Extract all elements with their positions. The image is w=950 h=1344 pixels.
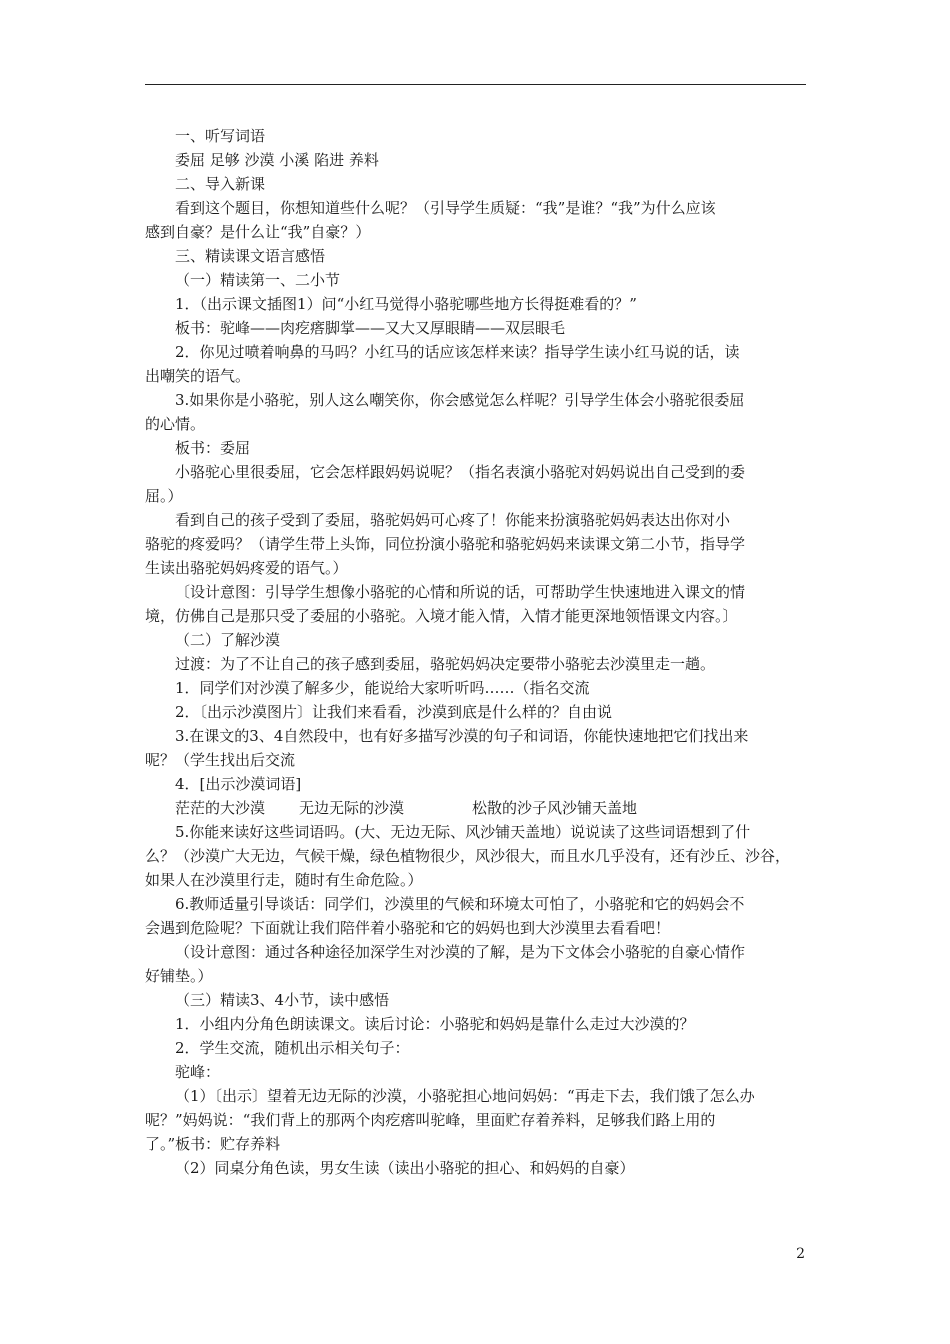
text-line: （二）了解沙漠 [175, 631, 281, 649]
text-line: 二、导入新课 [175, 175, 266, 193]
vocab-phrase: 松散的沙子风沙铺天盖地 [472, 799, 638, 817]
text-line: 委屈 足够 沙漠 小溪 陷进 养料 [175, 151, 379, 169]
text-line: 1．小组内分角色朗读课文。读后讨论：小骆驼和妈妈是靠什么走过大沙漠的？ [175, 1015, 695, 1033]
page-number: 2 [796, 1246, 805, 1262]
text-line: 6.教师适量引导谈话：同学们，沙漠里的气候和环境太可怕了，小骆驼和它的妈妈会不 [175, 895, 745, 913]
text-line: 过渡：为了不让自己的孩子感到委屈，骆驼妈妈决定要带小骆驼去沙漠里走一趟。 [175, 655, 716, 673]
text-line: 感到自豪？是什么让“我”自豪？） [145, 223, 371, 241]
text-line: 如果人在沙漠里行走，随时有生命危险。） [145, 871, 423, 889]
text-line: 驼峰： [175, 1063, 221, 1081]
text-line: 小骆驼心里很委屈，它会怎样跟妈妈说呢？（指名表演小骆驼对妈妈说出自己受到的委 [175, 463, 746, 481]
document-body [145, 124, 806, 1180]
text-line: 4．[出示沙漠词语] [175, 775, 302, 793]
text-line: 呢？”妈妈说：“我们背上的那两个肉疙瘩叫驼峰，里面贮存着养料，足够我们路上用的 [145, 1111, 716, 1129]
text-line: 1．（出示课文插图1）问“小红马觉得小骆驼哪些地方长得挺难看的？” [175, 295, 637, 313]
text-line: 呢？（学生找出后交流 [145, 751, 296, 769]
text-line: （2）同桌分角色读，男女生读（读出小骆驼的担心、和妈妈的自豪） [175, 1159, 635, 1177]
text-line: 生读出骆驼妈妈疼爱的语气。） [145, 559, 348, 577]
text-line: 3.如果你是小骆驼，别人这么嘲笑你，你会感觉怎么样呢？引导学生体会小骆驼很委屈 [175, 391, 745, 409]
text-line: 的心情。 [145, 415, 206, 433]
vocab-phrase: 无边无际的沙漠 [299, 799, 405, 817]
text-line: 屈。） [145, 487, 183, 505]
text-line: 2．你见过喷着响鼻的马吗？小红马的话应该怎样来读？指导学生读小红马说的话，读 [175, 343, 740, 361]
text-line: 一、听写词语 [175, 127, 266, 145]
text-line: 5.你能来读好这些词语吗。(大、无边无际、风沙铺天盖地）说说读了这些词语想到了什 [175, 823, 751, 841]
text-line: 1．同学们对沙漠了解多少，能说给大家听听吗……（指名交流 [175, 679, 590, 697]
header-rule [145, 84, 806, 85]
text-line: 看到这个题目，你想知道些什么呢？（引导学生质疑：“我”是谁？“我”为什么应该 [175, 199, 716, 217]
text-line: 2．〔出示沙漠图片〕让我们来看看，沙漠到底是什么样的？自由说 [175, 703, 613, 721]
text-line: （1）〔出示〕望着无边无际的沙漠，小骆驼担心地问妈妈：“再走下去，我们饿了怎么办 [175, 1087, 755, 1105]
text-line: （设计意图：通过各种途径加深学生对沙漠的了解，是为下文体会小骆驼的自豪心情作 [175, 943, 746, 961]
text-line: 2．学生交流，随机出示相关句子： [175, 1039, 410, 1057]
text-line: （一）精读第一、二小节 [175, 271, 341, 289]
text-line: 会遇到危险呢？下面就让我们陪伴着小骆驼和它的妈妈也到大沙漠里去看看吧！ [145, 919, 671, 937]
text-line: 么？（沙漠广大无边，气候干燥，绿色植物很少，风沙很大，而且水几乎没有，还有沙丘、沙谷， [145, 847, 791, 865]
text-line: 了。”板书：贮存养料 [145, 1135, 281, 1153]
text-line: 好铺垫。） [145, 967, 213, 985]
vocab-phrase: 茫茫的大沙漠 [175, 799, 266, 817]
text-line: 三、精读课文语言感悟 [175, 247, 326, 265]
text-line [145, 796, 806, 820]
text-line: 板书：委屈 [175, 439, 251, 457]
text-line: 境，仿佛自己是那只受了委屈的小骆驼。入境才能入情，入情才能更深地领悟课文内容。〕 [145, 607, 738, 625]
text-line: 骆驼的疼爱吗？（请学生带上头饰，同位扮演小骆驼和骆驼妈妈来读课文第二小节，指导学 [145, 535, 746, 553]
text-line: 看到自己的孩子受到了委屈，骆驼妈妈可心疼了！你能来扮演骆驼妈妈表达出你对小 [175, 511, 731, 529]
text-line: （三）精读3、4小节，读中感悟 [175, 991, 390, 1009]
text-line: 板书：驼峰——肉疙瘩脚掌——又大又厚眼睛——双层眼毛 [175, 319, 566, 337]
text-line: 〔设计意图：引导学生想像小骆驼的心情和所说的话，可帮助学生快速地进入课文的情 [175, 583, 746, 601]
text-line: 3.在课文的3、4自然段中，也有好多描写沙漠的句子和词语，你能快速地把它们找出来 [175, 727, 749, 745]
text-line: 出嘲笑的语气。 [145, 367, 251, 385]
